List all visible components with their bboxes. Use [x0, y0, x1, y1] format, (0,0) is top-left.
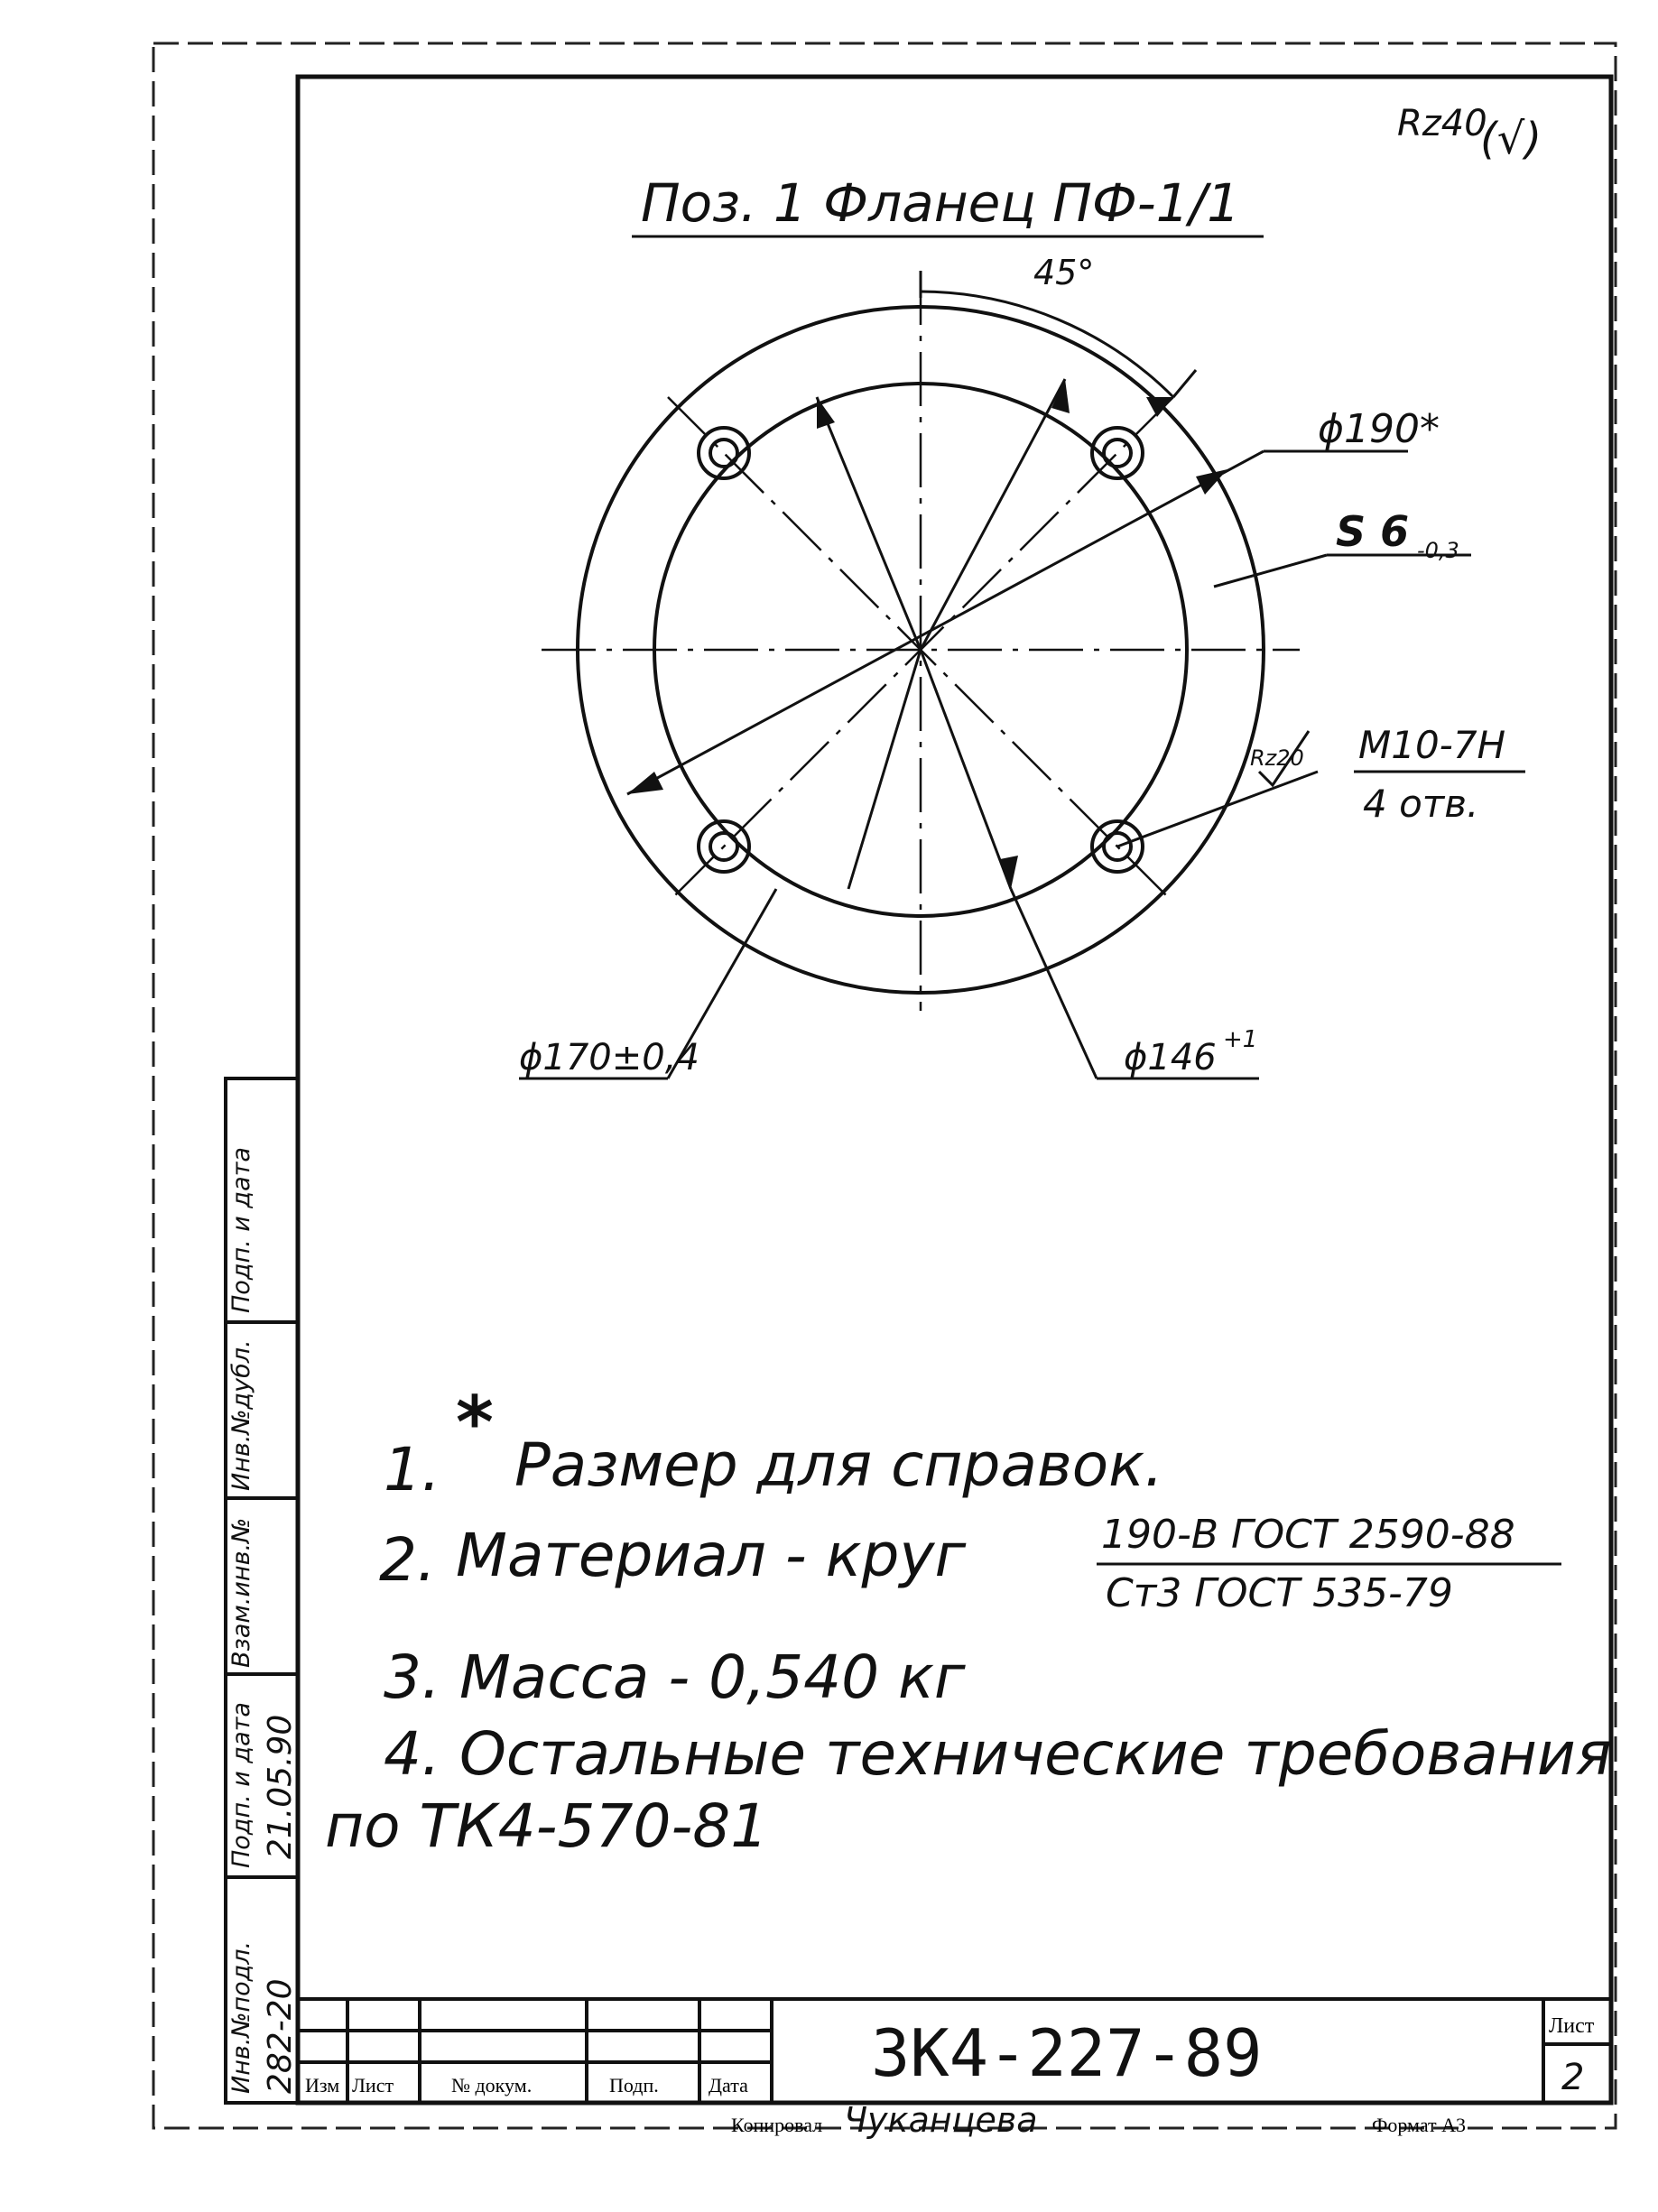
dim-bolt-line-2 [921, 379, 1065, 650]
dim-inner-line-1 [921, 650, 1011, 889]
side-inv-value: 282-20 [262, 1978, 299, 2094]
copied-label: Копировал [731, 2114, 823, 2136]
angle-ext [1173, 370, 1196, 397]
note-2-text: Материал - круг [456, 1521, 967, 1590]
note-4: 4. Остальные технические требования [384, 1719, 1612, 1789]
col-list: Лист [352, 2074, 394, 2096]
doc-number: 3К4-227-89 [871, 2015, 1263, 2091]
col-podp: Подп. [609, 2074, 659, 2096]
thickness-tolerance: -0,3 [1417, 538, 1459, 563]
note-3: 3. Масса - 0,540 кг [384, 1643, 966, 1712]
dim-bolt-circle-label: ϕ170±0,4 [519, 1037, 699, 1078]
thickness-label: S 6 [1336, 507, 1410, 556]
note-1-text: Размер для справок. [514, 1430, 1164, 1500]
dim-outer-line [627, 451, 1264, 794]
dim-inner-tolerance: +1 [1223, 1026, 1258, 1053]
note-4-continuation: по ТК4-570-81 [325, 1791, 769, 1861]
dim-outer-label: ϕ190* [1318, 406, 1440, 452]
thread-label: М10-7Н [1358, 723, 1506, 767]
side-inv-podl-label: Инв.№подл. [227, 1940, 255, 2094]
side-vzam-inv-label: Взам.инв.№ [227, 1517, 255, 1668]
thickness-leader [1214, 555, 1327, 587]
sheet-number: 2 [1561, 2057, 1585, 2098]
note-2-number: 2. [379, 1525, 436, 1595]
angle-label: 45° [1033, 253, 1095, 292]
holes-label: 4 отв. [1363, 782, 1479, 826]
note-2-fraction-bottom: Ст3 ГОСТ 535-79 [1106, 1570, 1453, 1616]
dim-inner-leader [1011, 889, 1097, 1078]
side-inv-dubl-label: Инв.№дубл. [227, 1339, 255, 1491]
roughness-thread: Rz20 [1250, 745, 1304, 771]
dim-bolt-line-1 [817, 397, 921, 650]
side-podp-data-label: Подп. и дата [227, 1702, 255, 1868]
note-2-fraction-top: 190-В ГОСТ 2590-88 [1101, 1512, 1515, 1558]
col-izm: Изм [305, 2074, 340, 2096]
thread-leader [1117, 772, 1318, 847]
copied-name: Чуканцева [844, 2100, 1038, 2140]
note-1-number: 1. [384, 1435, 440, 1504]
note-1-star: * [456, 1381, 494, 1465]
flange-drawing [519, 271, 1525, 1078]
format-label: Формат А3 [1372, 2114, 1467, 2136]
drawing-title: Поз. 1 Фланец ПФ-1/1 [641, 172, 1241, 234]
col-data: Дата [709, 2074, 748, 2096]
side-sign-value: 21.05.90 [262, 1714, 299, 1859]
roughness-top-paren: (√) [1480, 114, 1542, 164]
col-doc: № докум. [451, 2074, 533, 2096]
roughness-top: Rz40 [1397, 103, 1487, 144]
sheet-label: Лист [1549, 2014, 1595, 2038]
dim-inner-label: ϕ146 [1124, 1037, 1217, 1078]
side-podp-data2-label: Подп. и дата [227, 1147, 255, 1313]
